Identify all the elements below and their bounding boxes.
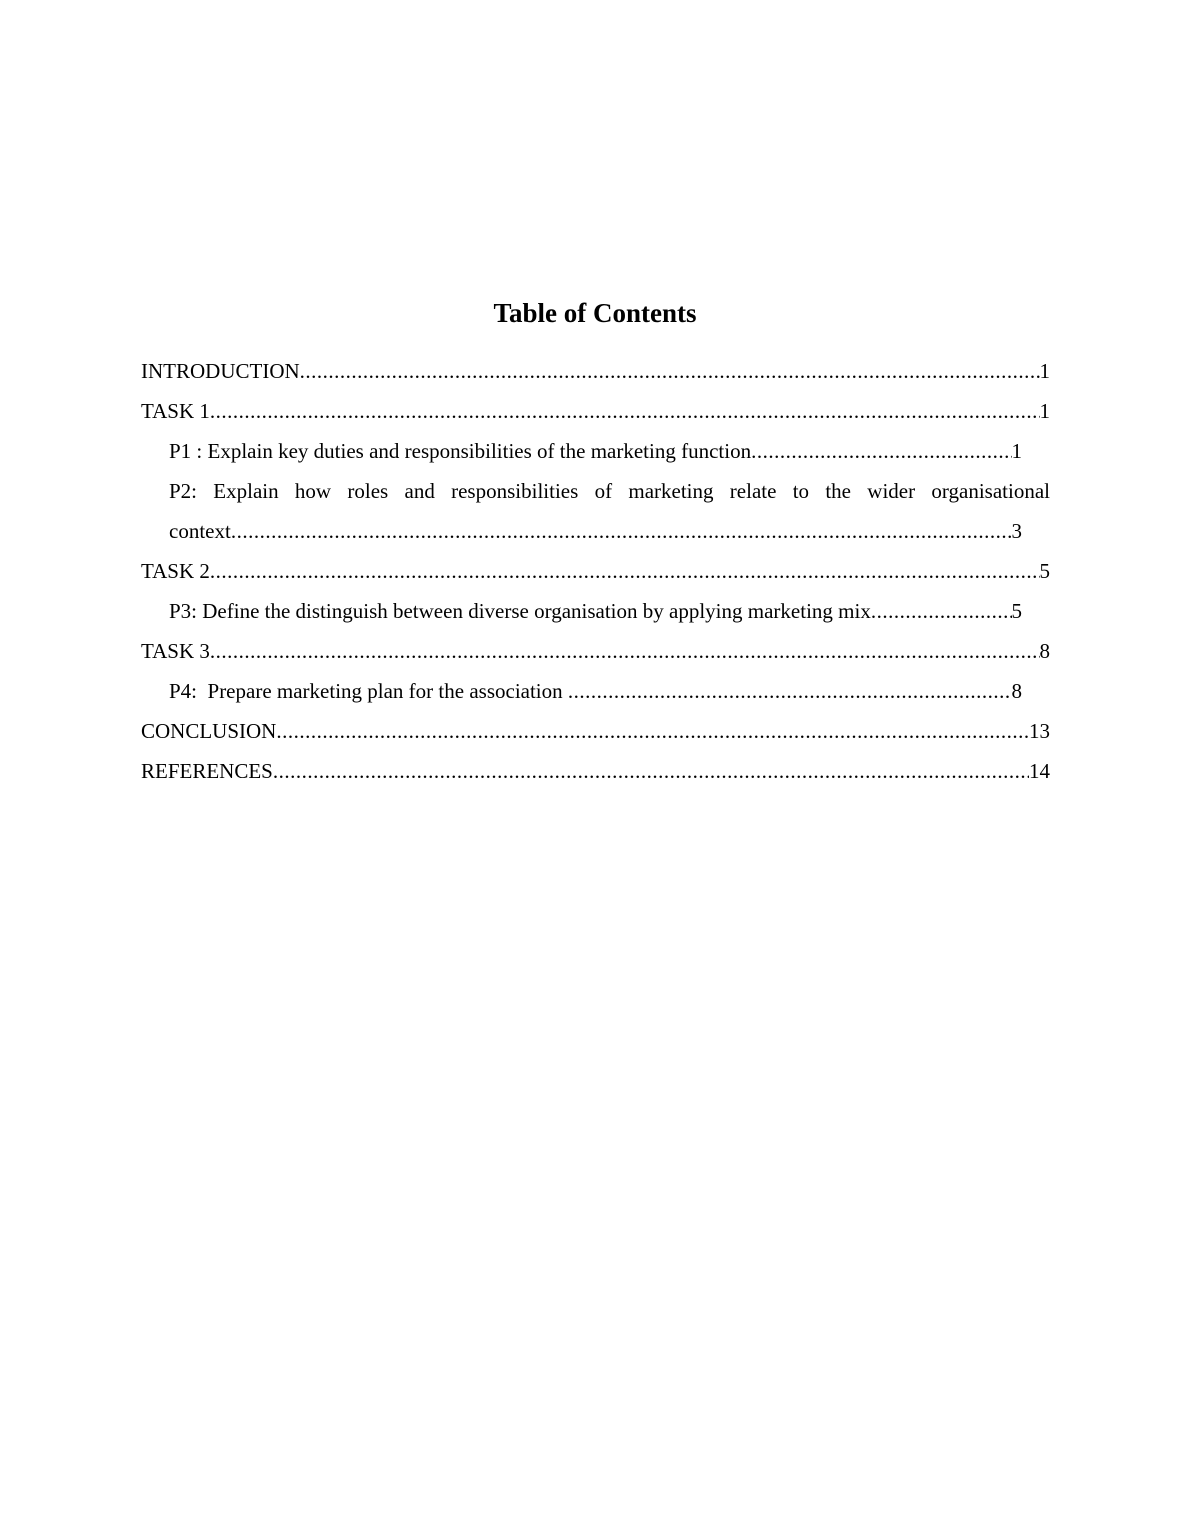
toc-page-number: 13 [1029, 719, 1050, 743]
toc-page-number: 1 [1039, 399, 1050, 423]
toc-leader-dots [300, 351, 1040, 391]
toc-page-number: 1 [1039, 359, 1050, 383]
toc-leader-dots [273, 751, 1029, 791]
toc-page-number: 3 [1011, 519, 1022, 543]
toc-leader-dots [276, 711, 1029, 751]
toc-title: Table of Contents [493, 298, 697, 328]
toc-leader-dots [871, 591, 1012, 631]
toc-entry-label: REFERENCES [141, 759, 273, 783]
toc-entry-p2-line1[interactable] [141, 471, 1050, 511]
toc-entry-label: CONCLUSION [141, 719, 277, 743]
toc-entry-task-2[interactable] [141, 551, 1050, 591]
toc-entry-p4[interactable] [141, 671, 1050, 711]
toc-leader-dots [210, 631, 1040, 671]
toc-entry-label: P3: Define the distinguish between diverse organisation by applying marketing mix [169, 599, 871, 623]
toc-entry-p3[interactable] [141, 591, 1050, 631]
toc-entry-p1[interactable] [141, 431, 1050, 471]
toc-entry-references[interactable] [141, 751, 1050, 791]
toc-page-number: 14 [1029, 759, 1050, 783]
toc-entry-label: TASK 3 [141, 639, 210, 663]
toc-entry-label: INTRODUCTION [141, 359, 300, 383]
toc-entry-label: P4: Prepare marketing plan for the association [169, 679, 568, 703]
toc-leader-dots [210, 551, 1040, 591]
toc-entry-label: P1 : Explain key duties and responsibilities of the marketing function [169, 439, 752, 463]
toc-page-number: 8 [1039, 639, 1050, 663]
toc-entry-label: context [169, 519, 231, 543]
toc-page-number: 5 [1039, 559, 1050, 583]
toc-entry-task-3[interactable] [141, 631, 1050, 671]
toc-entry-label: TASK 2 [141, 559, 210, 583]
toc-entry-p2-line2[interactable] [141, 511, 1050, 551]
toc-leader-dots [231, 511, 1012, 551]
toc-entry-task-1[interactable] [141, 391, 1050, 431]
toc-entry-label: P2: Explain how roles and responsibilities of marketing relate to the wider organisational [169, 479, 1050, 503]
toc-entry-introduction[interactable] [141, 351, 1050, 391]
toc-entry-conclusion[interactable] [141, 711, 1050, 751]
toc-leader-dots [568, 671, 1012, 711]
toc-entry-label: TASK 1 [141, 399, 210, 423]
toc-leader-dots [210, 391, 1040, 431]
toc-page-number: 8 [1011, 679, 1022, 703]
toc-page-number: 5 [1011, 599, 1022, 623]
toc-page-number: 1 [1011, 439, 1022, 463]
toc-list [141, 351, 1050, 791]
toc-leader-dots [751, 431, 1011, 471]
